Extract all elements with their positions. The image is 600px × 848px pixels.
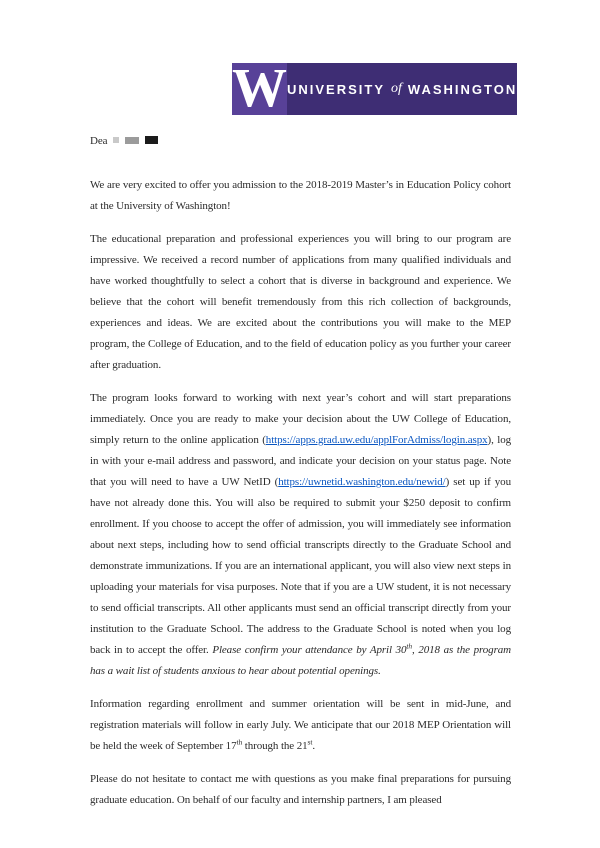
uw-logo xyxy=(232,56,518,118)
letter-paragraph xyxy=(90,694,511,757)
uw-wordmark-washington: WASHINGTON xyxy=(407,81,518,97)
redaction-block xyxy=(113,137,119,143)
uw-block-w-icon: W xyxy=(232,56,287,118)
redacted-name xyxy=(107,135,158,147)
letter-paragraph xyxy=(90,175,511,217)
superscript-text: st xyxy=(307,737,313,747)
letter-body xyxy=(90,131,511,823)
letter-paragraph xyxy=(90,769,511,811)
uw-wordmark-of: of xyxy=(391,81,402,96)
superscript-text: th xyxy=(236,737,243,747)
letter-paragraphs xyxy=(90,175,511,811)
paragraph-text: The program looks forward to working with next year’s cohort and will start preparations immediately. Once you are ready to make your decision about the UW College of Education, simply return to the online application ( xyxy=(90,392,511,446)
paragraph-text: ) set up if you have not already done this. You will also be required to submit your $250 deposit to confirm enrollment. If you choose to accept the offer of admission, you will immediately see information about next steps, including how to send official transcripts directly to the Graduate School and demonstrate immunizations. If you are an international applicant, you will also view next steps in uploading your materials for visa purposes. Note that if you are a UW student, it is not necessary to send official transcripts. All other applicants must send an official transcript directly from your institution to the Graduate School. The address to the Graduate School is noted when you log back in to accept the offer. xyxy=(90,476,511,656)
greeting-line xyxy=(90,131,511,152)
paragraph-text: Information regarding enrollment and summer orientation will be sent in mid-June, and registration materials will follow in early July. We anticipate that our 2018 MEP Orientation will be held the week of September 17 xyxy=(90,698,511,752)
redaction-block xyxy=(145,136,158,144)
paragraph-text: Please confirm your attendance by April 30 xyxy=(212,644,407,656)
letter-paragraph xyxy=(90,388,511,682)
paragraph-text: The educational preparation and professional experiences you will bring to our program are impressive. We received a record number of applications from many qualified individuals and have worked thoughtfully to select a cohort that is diverse in background and experience. We believe that the cohort will benefit tremendously from this rich collection of backgrounds, experiences and ideas. We are excited about the contributions you will make to the MEP program, the College of Education, and to the field of education policy as you further your career after graduation. xyxy=(90,233,511,371)
uw-logo-wordmark xyxy=(287,63,517,115)
hyperlink[interactable]: https://uwnetid.washington.edu/newid/ xyxy=(278,476,446,488)
superscript-text: th xyxy=(406,641,413,651)
paragraph-text: through the 21 xyxy=(242,740,308,752)
uw-wordmark-university: UNIVERSITY xyxy=(287,81,386,97)
greeting-text: Dea xyxy=(90,135,108,147)
hyperlink[interactable]: https://apps.grad.uw.edu/applForAdmiss/login.aspx xyxy=(265,434,488,446)
paragraph-text: We are very excited to offer you admission to the 2018-2019 Master’s in Education Policy cohort at the University of Washington! xyxy=(90,179,511,212)
paragraph-text: Please do not hesitate to contact me with questions as you make final preparations for pursuing graduate education. On behalf of our faculty and internship partners, I am pleased xyxy=(90,773,511,806)
paragraph-text: . xyxy=(312,740,316,752)
redaction-block xyxy=(125,137,139,144)
paragraph-text: , 2018 as the program has a wait list of students anxious to hear about potential openings. xyxy=(90,644,511,677)
paragraph-text: ), log in with your e-mail address and password, and indicate your decision on your status page. Note that you will need to have a UW NetID ( xyxy=(90,434,511,488)
letter-paragraph xyxy=(90,229,511,376)
uw-logo-w-block xyxy=(232,56,287,118)
